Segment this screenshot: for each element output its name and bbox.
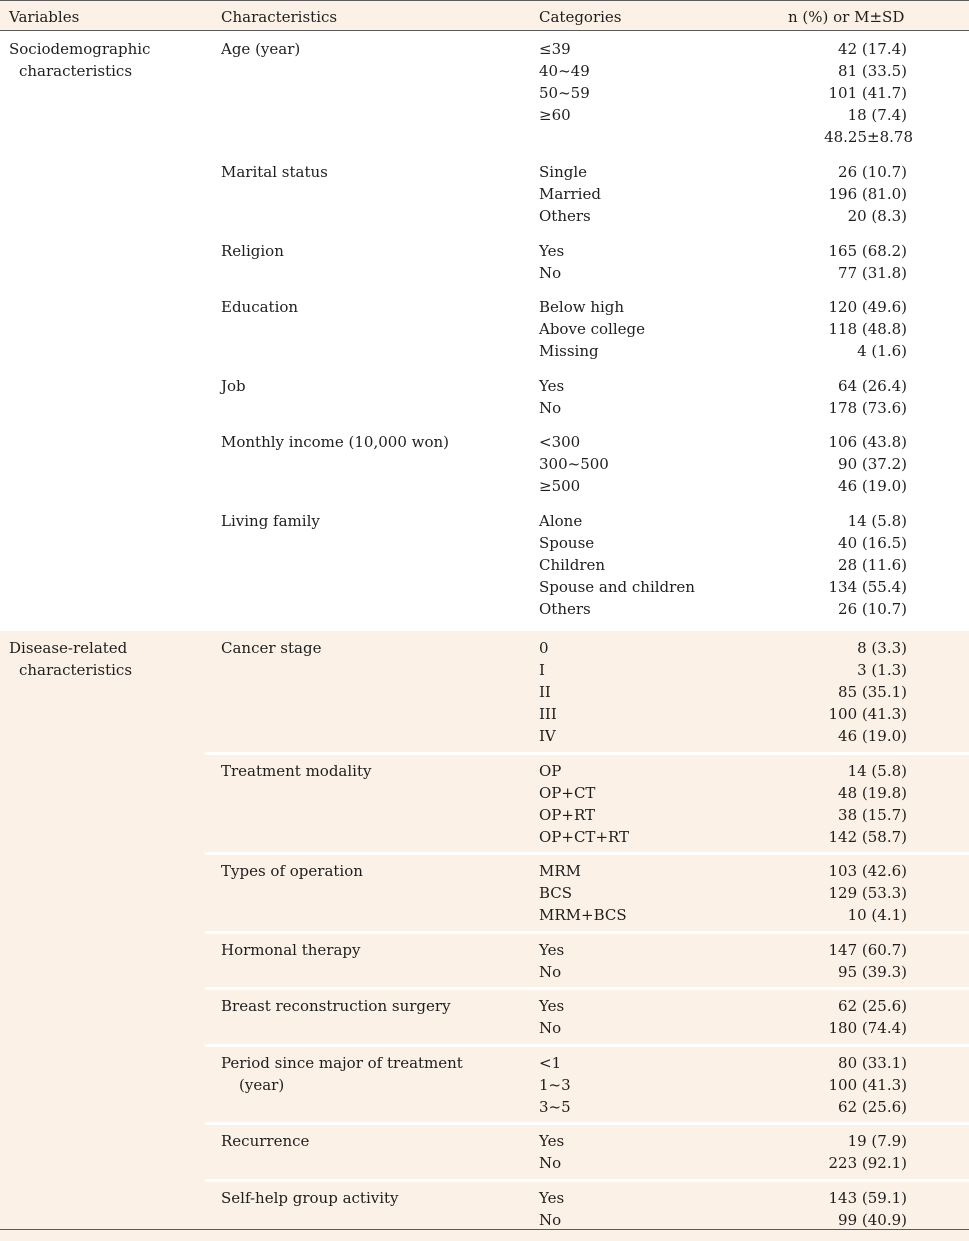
characteristic-cell: [221, 995, 491, 1017]
categories-cell: [539, 1052, 571, 1118]
section-0: [0, 32, 969, 631]
characteristic-cell: [221, 939, 491, 961]
value-label: 103 (42.6): [828, 862, 907, 881]
section-label-line: characteristics: [19, 62, 133, 80]
section-label-line: Disease-related: [9, 638, 128, 657]
characteristic-label: Breast reconstruction surgery: [221, 997, 451, 1016]
value-label: 46 (19.0): [838, 477, 907, 495]
characteristic-cell: [221, 375, 491, 397]
characteristic-cell: [221, 240, 491, 262]
characteristic-cell: [221, 637, 491, 659]
characteristic-cell: [221, 296, 491, 318]
characteristic-label: Self-help group activity: [221, 1188, 399, 1207]
categories-cell: [539, 637, 557, 747]
values-cell: [760, 161, 907, 227]
category-label: II: [539, 682, 551, 701]
header-variables: Variables: [9, 8, 80, 26]
categories-cell: [539, 995, 564, 1039]
table-bottom-rule: [0, 1229, 969, 1230]
value-label: 101 (41.7): [828, 84, 907, 102]
categories-cell: [539, 375, 564, 419]
values-cell: [760, 860, 907, 926]
value-label: 99 (40.9): [838, 1210, 907, 1229]
characteristic-label: Period since major of treatment: [221, 1053, 463, 1072]
category-label: Yes: [539, 376, 565, 395]
category-label: [539, 126, 590, 148]
section-label: [9, 38, 189, 82]
value-label: 62 (25.6): [838, 1097, 907, 1116]
value-label: 147 (60.7): [828, 940, 907, 959]
category-label: Married: [539, 185, 601, 203]
category-label: No: [539, 398, 562, 417]
row-separator: [205, 931, 969, 934]
value-label: 223 (92.1): [828, 1154, 907, 1173]
category-label: 3~5: [539, 1097, 571, 1116]
value-label: 28 (11.6): [838, 555, 907, 574]
category-label: Yes: [539, 940, 565, 959]
category-label: 50~59: [539, 84, 590, 102]
section-label-line: Sociodemographic: [9, 40, 151, 58]
value-label: 100 (41.3): [828, 704, 907, 723]
category-label: BCS: [539, 884, 573, 903]
header-categories: Categories: [539, 8, 622, 26]
category-label: Others: [539, 207, 591, 225]
category-label: No: [539, 1154, 562, 1173]
value-label: 129 (53.3): [828, 884, 907, 903]
value-label: 95 (39.3): [838, 962, 907, 981]
values-cell: [760, 939, 907, 983]
characteristic-cell: [221, 510, 491, 532]
value-label: 106 (43.8): [828, 433, 907, 451]
value-label: 142 (58.7): [828, 827, 907, 846]
values-cell: [760, 637, 907, 747]
category-label: Alone: [539, 511, 583, 530]
value-label: 10 (4.1): [847, 906, 907, 925]
category-label: Yes: [539, 241, 565, 260]
category-label: IV: [539, 726, 556, 745]
characteristic-cell: [221, 161, 491, 183]
values-cell: [760, 375, 907, 419]
value-label: 26 (10.7): [838, 599, 907, 618]
category-label: Below high: [539, 298, 625, 316]
categories-cell: [539, 939, 564, 983]
row-separator: [205, 1044, 969, 1047]
value-label: 19 (7.9): [847, 1132, 907, 1151]
section-label-line: characteristics: [19, 660, 133, 679]
value-label: 14 (5.8): [847, 761, 907, 780]
category-label: Yes: [539, 997, 565, 1016]
characteristic-label: Living family: [221, 511, 320, 530]
value-label: 180 (74.4): [828, 1019, 907, 1038]
category-label: MRM+BCS: [539, 906, 627, 925]
characteristic-cell: [221, 860, 491, 882]
value-label: 90 (37.2): [838, 455, 907, 473]
value-label: 8 (3.3): [857, 638, 907, 657]
category-label: Others: [539, 599, 591, 618]
categories-cell: [539, 860, 627, 926]
categories-cell: [539, 161, 601, 227]
categories-cell: [539, 1187, 564, 1231]
categories-cell: [539, 38, 590, 148]
row-separator: [205, 987, 969, 990]
section-label: [9, 637, 189, 681]
category-label: MRM: [539, 862, 582, 881]
values-cell: [760, 1187, 907, 1231]
table-header-row: [0, 0, 969, 31]
row-separator: [205, 1122, 969, 1125]
characteristic-cell: [221, 1130, 491, 1152]
value-label: 85 (35.1): [838, 682, 907, 701]
category-label: OP: [539, 761, 562, 780]
category-label: III: [539, 704, 557, 723]
categories-cell: [539, 760, 629, 848]
category-label: ≥60: [539, 106, 571, 124]
characteristic-label: Marital status: [221, 163, 328, 181]
value-label: 48 (19.8): [838, 783, 907, 802]
characteristic-label: Religion: [221, 241, 284, 260]
category-label: <1: [539, 1053, 562, 1072]
value-label: 62 (25.6): [838, 997, 907, 1016]
characteristic-label: Types of operation: [221, 862, 363, 881]
category-label: 40~49: [539, 62, 590, 80]
header-characteristics: Characteristics: [221, 8, 338, 26]
category-label: ≤39: [539, 40, 571, 58]
characteristic-label: Age (year): [221, 40, 301, 58]
categories-cell: [539, 431, 609, 497]
value-label: 134 (55.4): [828, 577, 907, 596]
value-label: 14 (5.8): [847, 511, 907, 530]
category-label: Single: [539, 163, 588, 181]
characteristic-label: Hormonal therapy: [221, 940, 361, 959]
header-stat: n (%) or M±SD: [788, 8, 905, 26]
characteristic-label: Job: [221, 376, 246, 395]
value-label: 42 (17.4): [838, 40, 907, 58]
value-label: 26 (10.7): [838, 163, 907, 181]
category-label: 0: [539, 638, 549, 657]
characteristic-label: Education: [221, 298, 299, 316]
value-label: 165 (68.2): [828, 241, 907, 260]
values-cell: [760, 296, 907, 362]
category-label: 1~3: [539, 1075, 571, 1094]
characteristic-cell: [221, 431, 491, 453]
value-label: 80 (33.1): [838, 1053, 907, 1072]
characteristic-cell: [221, 38, 491, 60]
value-label: 178 (73.6): [828, 398, 907, 417]
category-label: 300~500: [539, 455, 609, 473]
category-label: Yes: [539, 1132, 565, 1151]
values-cell: [760, 760, 907, 848]
values-cell: [760, 1052, 907, 1118]
category-label: No: [539, 263, 562, 282]
categories-cell: [539, 296, 645, 362]
category-label: ≥500: [539, 477, 581, 495]
value-label: 120 (49.6): [828, 298, 907, 316]
value-label: 118 (48.8): [828, 320, 907, 338]
value-label: 81 (33.5): [838, 62, 907, 80]
value-label: 143 (59.1): [828, 1188, 907, 1207]
characteristic-label: (year): [239, 1075, 285, 1094]
section-1: [0, 631, 969, 1241]
category-label: I: [539, 660, 545, 679]
value-label: 18 (7.4): [847, 106, 907, 124]
category-label: Children: [539, 555, 606, 574]
categories-cell: [539, 240, 564, 284]
category-label: Spouse: [539, 533, 595, 552]
category-label: OP+CT+RT: [539, 827, 630, 846]
category-label: Above college: [539, 320, 645, 338]
category-label: <300: [539, 433, 581, 451]
row-separator: [205, 752, 969, 755]
values-cell: [760, 431, 907, 497]
category-label: OP+RT: [539, 805, 595, 824]
characteristic-label: Cancer stage: [221, 638, 322, 657]
characteristic-cell: [221, 1052, 491, 1096]
category-label: No: [539, 962, 562, 981]
values-cell: [760, 995, 907, 1039]
value-label: 40 (16.5): [838, 533, 907, 552]
category-label: No: [539, 1210, 562, 1229]
category-label: Missing: [539, 342, 599, 360]
characteristic-cell: [221, 760, 491, 782]
value-label: 48.25±8.78: [824, 128, 913, 146]
value-label: 4 (1.6): [857, 342, 907, 360]
value-label: 20 (8.3): [847, 207, 907, 225]
categories-cell: [539, 1130, 564, 1174]
value-label: 196 (81.0): [828, 185, 907, 203]
category-label: No: [539, 1019, 562, 1038]
value-label: 3 (1.3): [857, 660, 907, 679]
value-label: 38 (15.7): [838, 805, 907, 824]
characteristic-cell: [221, 1187, 491, 1209]
values-cell: [760, 510, 907, 620]
characteristic-label: Treatment modality: [221, 761, 372, 780]
row-separator: [205, 1179, 969, 1182]
category-label: Spouse and children: [539, 577, 695, 596]
values-cell: [760, 38, 913, 148]
value-label: 46 (19.0): [838, 726, 907, 745]
category-label: OP+CT: [539, 783, 596, 802]
values-cell: [760, 1130, 907, 1174]
value-label: 64 (26.4): [838, 376, 907, 395]
value-label: 100 (41.3): [828, 1075, 907, 1094]
values-cell: [760, 240, 907, 284]
row-separator: [205, 852, 969, 855]
categories-cell: [539, 510, 695, 620]
category-label: Yes: [539, 1188, 565, 1207]
characteristic-label: Recurrence: [221, 1132, 310, 1151]
characteristic-label: Monthly income (10,000 won): [221, 433, 450, 451]
value-label: 77 (31.8): [838, 263, 907, 282]
